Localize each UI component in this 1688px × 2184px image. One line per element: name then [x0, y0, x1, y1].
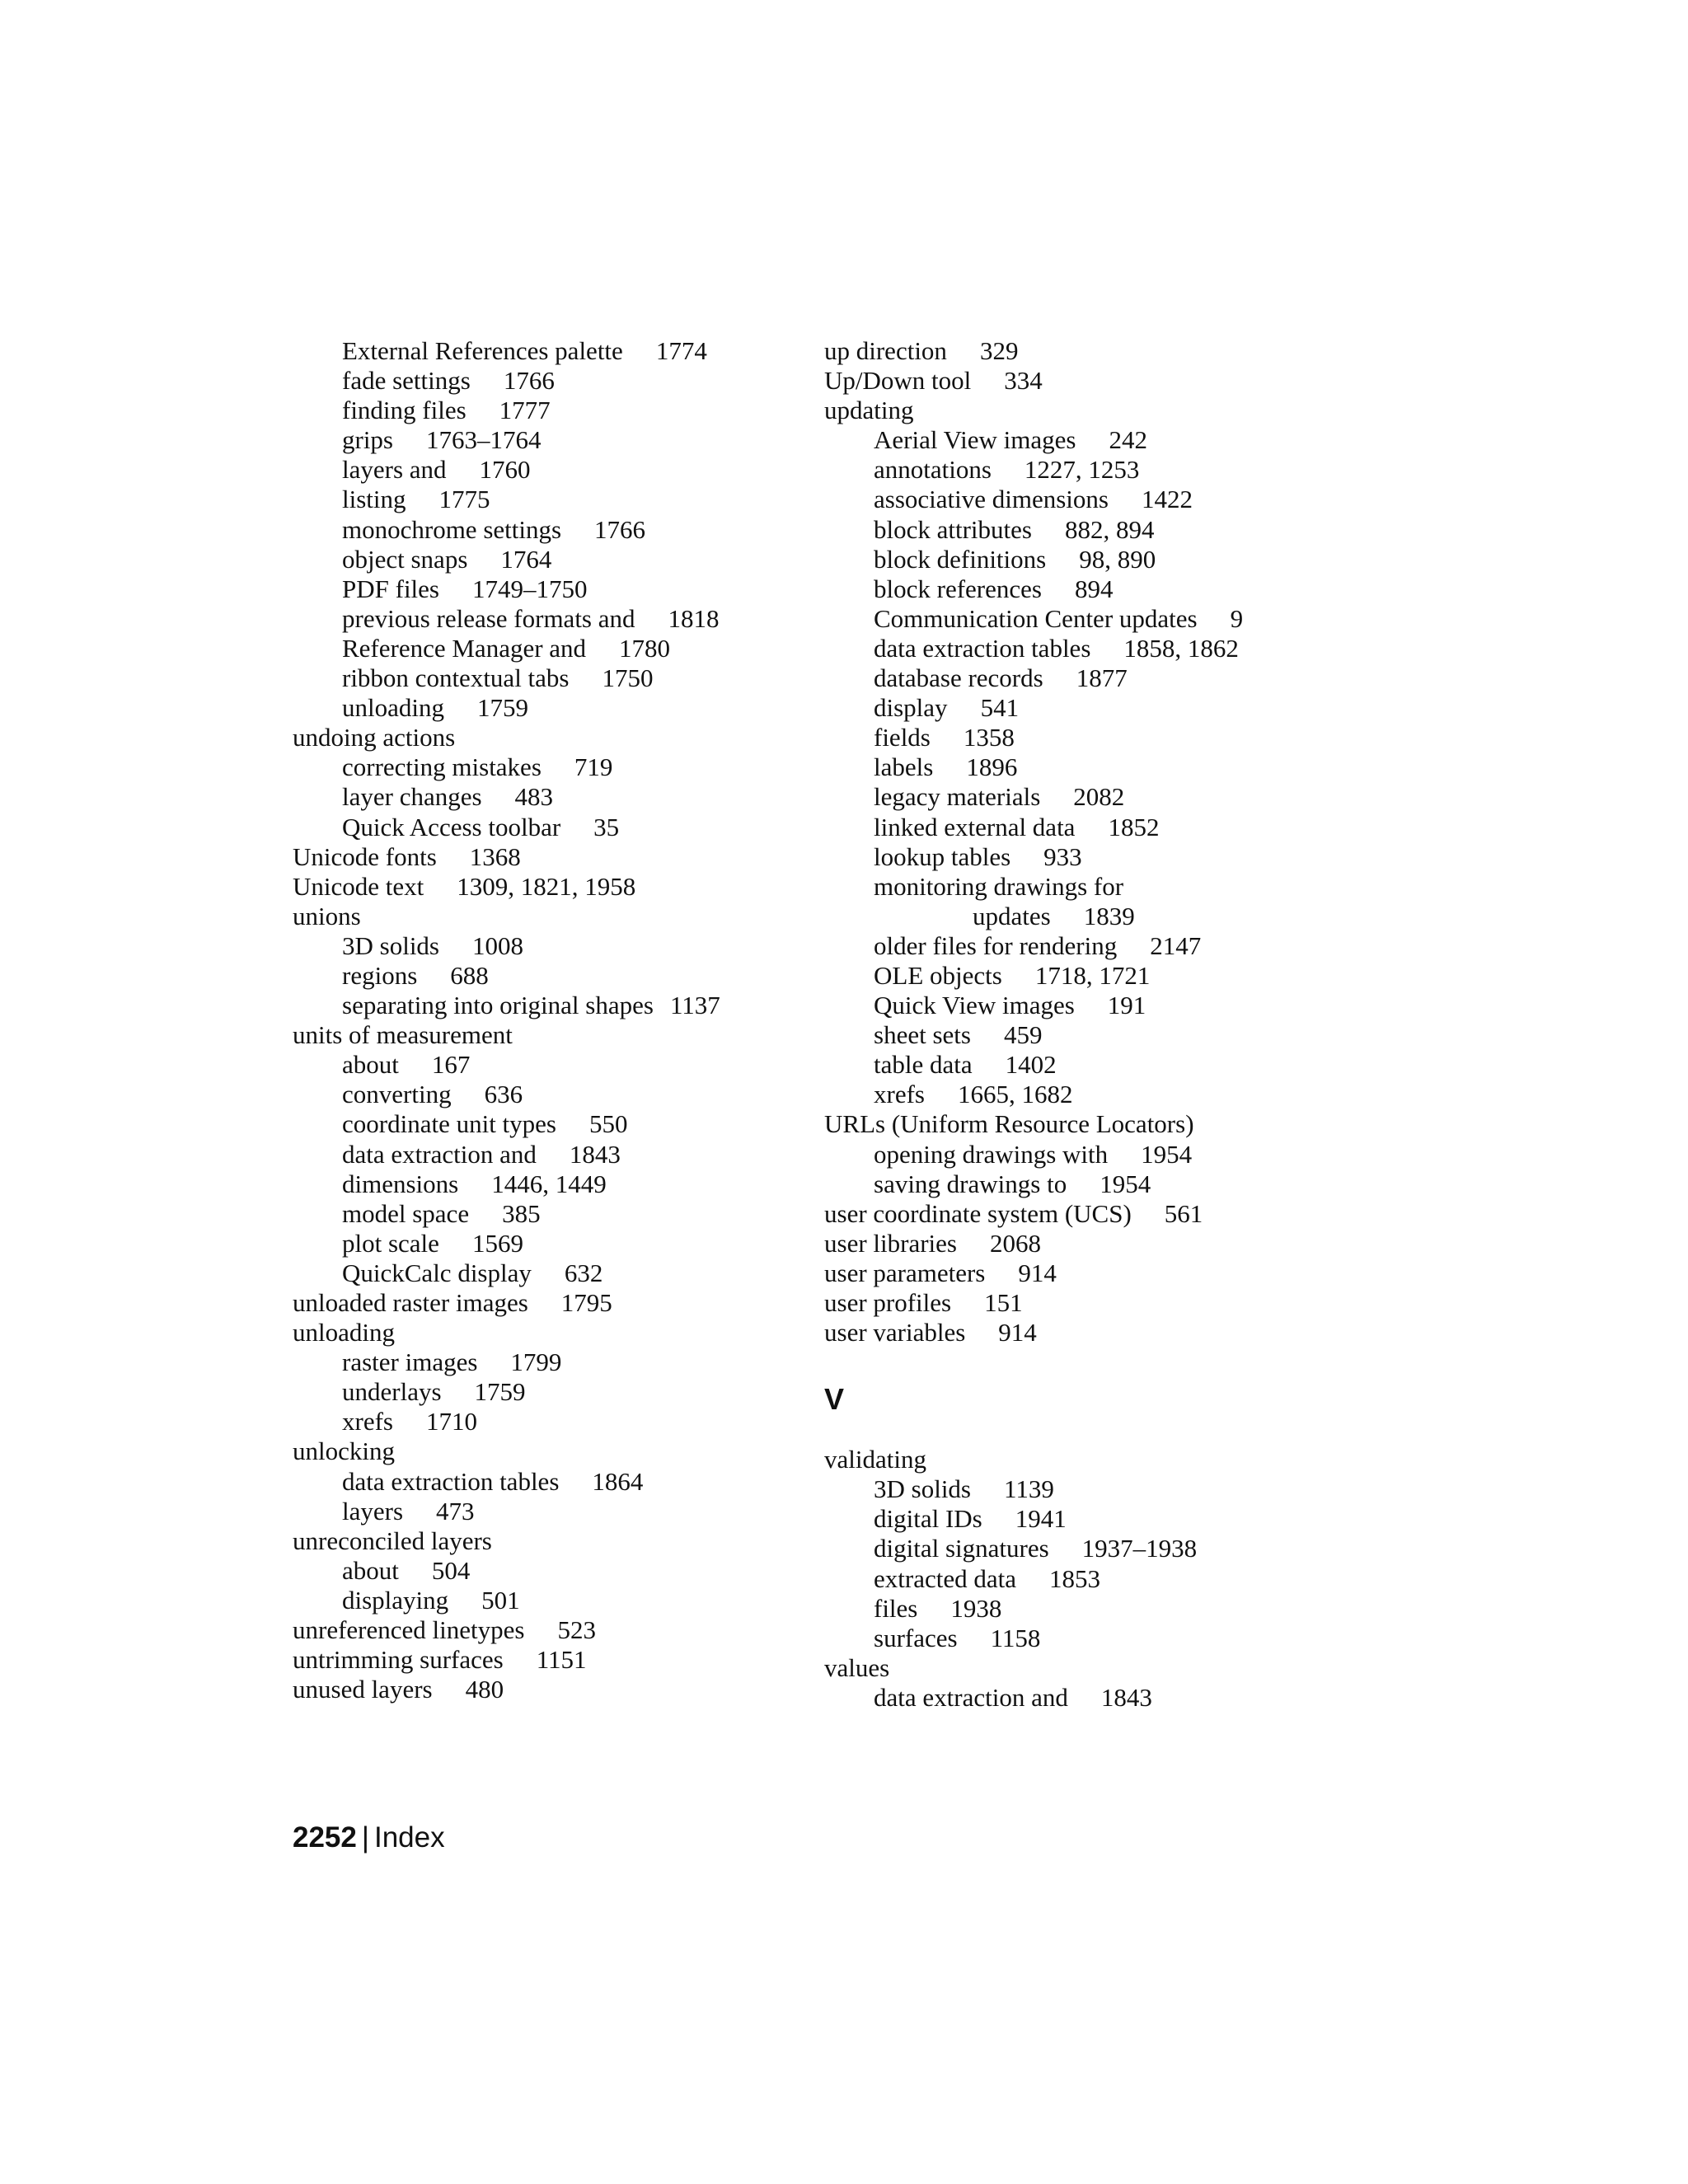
index-subentry	[824, 455, 1243, 485]
index-term: digital IDs	[874, 1504, 982, 1534]
index-page-ref: 1780	[619, 633, 671, 663]
index-page-ref: 719	[574, 752, 613, 782]
index-term: underlays	[342, 1377, 442, 1407]
index-subentry	[824, 931, 1243, 961]
index-term: undoing actions	[293, 723, 456, 752]
index-page-ref: 1422	[1141, 485, 1193, 514]
index-page-ref: 523	[557, 1615, 596, 1645]
index-page-ref: 1766	[503, 366, 555, 396]
index-subentry	[824, 1534, 1243, 1563]
index-page-ref: 636	[484, 1080, 523, 1109]
index-page-ref: 1938	[950, 1593, 1002, 1623]
index-subentry	[293, 455, 720, 485]
index-page-ref: 504	[431, 1555, 471, 1585]
index-entry	[824, 1258, 1243, 1288]
index-page-ref: 550	[589, 1109, 628, 1139]
index-subentry	[824, 1050, 1243, 1080]
index-entry	[293, 1318, 720, 1347]
index-page-ref: 688	[450, 960, 489, 990]
index-page-ref: 1775	[438, 485, 490, 514]
index-page-ref: 1151	[536, 1645, 587, 1675]
index-term: URLs (Uniform Resource Locators)	[824, 1109, 1194, 1139]
index-page-ref: 1843	[569, 1139, 621, 1169]
index-subentry	[293, 336, 720, 366]
index-page-ref: 1710	[425, 1407, 477, 1436]
index-subentry	[293, 1586, 720, 1615]
index-page-ref: 1760	[479, 455, 531, 485]
index-page-ref: 1954	[1100, 1169, 1151, 1198]
index-term: layer changes	[342, 782, 482, 812]
index-term: object snaps	[342, 544, 468, 574]
index-page-ref: 1008	[472, 930, 523, 960]
index-subentry	[293, 1199, 720, 1229]
index-subentry	[293, 574, 720, 604]
index-subentry	[293, 425, 720, 455]
index-page-ref: 1795	[560, 1288, 612, 1317]
index-term: QuickCalc display	[342, 1258, 532, 1287]
index-entry	[824, 336, 1243, 366]
index-page-ref: 473	[436, 1496, 475, 1526]
page-footer	[293, 1820, 445, 1856]
index-page-ref: 561	[1164, 1198, 1203, 1228]
index-term: database records	[874, 663, 1043, 693]
index-term: sheet sets	[874, 1020, 971, 1050]
index-page-ref: 1777	[499, 396, 551, 425]
index-page-ref: 1569	[471, 1228, 523, 1258]
index-subentry	[824, 1140, 1243, 1169]
index-subentry	[824, 782, 1243, 812]
index-term: updating	[824, 396, 914, 425]
index-page-ref: 1358	[963, 723, 1015, 752]
index-entry	[293, 1288, 720, 1318]
index-term: ribbon contextual tabs	[342, 663, 570, 693]
index-entry	[293, 1436, 720, 1466]
index-page-ref: 385	[502, 1198, 541, 1228]
index-term: user libraries	[824, 1228, 957, 1258]
index-term: xrefs	[342, 1407, 393, 1436]
index-term: 3D solids	[342, 930, 439, 960]
index-subentry	[293, 1407, 720, 1436]
index-page-ref: 1839	[1083, 901, 1135, 930]
index-subentry	[293, 545, 720, 574]
index-page-ref: 1858, 1862	[1123, 633, 1239, 663]
index-term: Quick View images	[874, 991, 1075, 1020]
index-page-ref: 1137	[669, 991, 720, 1020]
index-term: Unicode text	[293, 871, 424, 901]
index-page-ref: 541	[980, 693, 1020, 723]
index-subentry	[293, 782, 720, 812]
index-page-ref: 191	[1107, 991, 1146, 1020]
index-page-ref: 1402	[1005, 1050, 1057, 1080]
index-term: legacy materials	[874, 782, 1041, 812]
index-page-ref: 894	[1074, 574, 1114, 603]
index-term: files	[874, 1593, 918, 1623]
index-term: grips	[342, 425, 393, 455]
index-term: block attributes	[874, 514, 1032, 544]
index-entry	[293, 872, 720, 902]
index-page-ref: 1750	[602, 663, 654, 693]
index-page-ref: 1368	[469, 841, 521, 871]
index-term: user parameters	[824, 1258, 986, 1287]
index-term: dimensions	[342, 1169, 459, 1198]
index-page-ref: 1309, 1821, 1958	[457, 871, 636, 901]
footer-section-name: Index	[373, 1821, 445, 1854]
index-page-ref: 1759	[474, 1377, 526, 1407]
index-entry	[824, 1445, 1243, 1474]
index-page-ref: 914	[1018, 1258, 1057, 1287]
index-term: listing	[342, 485, 406, 514]
index-term: units of measurement	[293, 1020, 513, 1050]
index-term: digital signatures	[874, 1534, 1049, 1563]
index-subentry	[293, 634, 720, 663]
index-subentry	[824, 1474, 1243, 1504]
index-subentry	[824, 574, 1243, 604]
index-entry	[824, 396, 1243, 425]
index-subentry	[293, 663, 720, 693]
index-page-ref: 501	[481, 1585, 520, 1615]
index-term: surfaces	[874, 1623, 958, 1652]
index-entry	[824, 366, 1243, 396]
index-page-ref: 1227, 1253	[1024, 455, 1140, 485]
index-entry	[824, 1229, 1243, 1258]
index-term: labels	[874, 752, 934, 782]
index-page-ref: 1749–1750	[472, 574, 588, 603]
index-page-ref: 483	[514, 782, 554, 812]
index-entry	[293, 1020, 720, 1050]
section-gap	[824, 1347, 1243, 1377]
index-term: unused layers	[293, 1675, 433, 1704]
footer-separator: |	[361, 1821, 369, 1854]
index-subentry	[824, 813, 1243, 842]
index-subentry	[293, 1556, 720, 1586]
index-subentry	[293, 1377, 720, 1407]
index-page-ref: 1799	[510, 1347, 562, 1377]
index-subentry	[824, 634, 1243, 663]
index-page-ref: 1843	[1100, 1682, 1152, 1712]
index-entry	[824, 1288, 1243, 1318]
index-term: unloading	[293, 1318, 395, 1347]
index-term: unions	[293, 901, 361, 930]
index-subentry	[824, 1624, 1243, 1653]
index-term: 3D solids	[874, 1474, 971, 1504]
index-page-ref: 1446, 1449	[491, 1169, 607, 1198]
index-entry	[824, 1653, 1243, 1683]
index-subentry	[293, 1229, 720, 1258]
index-page-ref: 933	[1043, 841, 1082, 871]
index-page-ref: 334	[1004, 366, 1043, 396]
index-page-ref: 1665, 1682	[957, 1080, 1073, 1109]
index-term: unreconciled layers	[293, 1526, 492, 1555]
index-page-ref: 9	[1230, 603, 1244, 633]
index-term: user coordinate system (UCS)	[824, 1198, 1132, 1228]
index-page-ref: 1853	[1048, 1563, 1100, 1593]
index-term: finding files	[342, 396, 467, 425]
index-page-ref: 1718, 1721	[1034, 960, 1151, 990]
index-subentry	[824, 515, 1243, 545]
index-term: lookup tables	[874, 841, 1011, 871]
index-term: raster images	[342, 1347, 478, 1377]
index-term: coordinate unit types	[342, 1109, 556, 1139]
index-page-ref: 1937–1938	[1081, 1534, 1198, 1563]
index-page-ref: 1954	[1141, 1139, 1193, 1169]
index-page-ref: 1877	[1076, 663, 1128, 693]
index-entry	[293, 1615, 720, 1645]
index-page-ref: 1763–1764	[426, 425, 542, 455]
index-page-ref: 632	[564, 1258, 603, 1287]
index-page-ref: 35	[593, 812, 620, 841]
index-term: correcting mistakes	[342, 752, 542, 782]
index-subentry	[824, 723, 1243, 752]
index-term: regions	[342, 960, 418, 990]
index-column-left	[293, 336, 720, 1704]
index-subentry	[824, 425, 1243, 455]
index-term: previous release formats and	[342, 603, 635, 633]
index-subentry	[824, 1564, 1243, 1594]
index-page-ref: 98, 890	[1079, 544, 1156, 574]
index-subentry	[824, 693, 1243, 723]
index-entry	[293, 902, 720, 931]
index-term: updates	[973, 901, 1051, 930]
index-term: Unicode fonts	[293, 841, 437, 871]
index-page-ref: 151	[984, 1288, 1023, 1317]
index-page-ref: 1864	[592, 1466, 644, 1496]
index-page-ref: 1852	[1108, 812, 1160, 841]
index-term: converting	[342, 1080, 452, 1109]
index-subentry	[293, 1109, 720, 1139]
index-subentry	[824, 545, 1243, 574]
index-entry	[293, 842, 720, 872]
index-term: xrefs	[874, 1080, 925, 1109]
index-term: user variables	[824, 1318, 966, 1347]
index-entries-u	[824, 336, 1243, 1347]
index-entry	[293, 1675, 720, 1704]
index-term: opening drawings with	[874, 1139, 1109, 1169]
index-page-ref: 1764	[500, 544, 552, 574]
index-term: separating into original shapes	[342, 991, 654, 1020]
index-subentry	[293, 515, 720, 545]
index-term: fade settings	[342, 366, 471, 396]
index-subentry	[293, 931, 720, 961]
index-page-ref: 2147	[1150, 930, 1202, 960]
index-term: validating	[824, 1445, 926, 1474]
index-page-ref: 1818	[668, 603, 720, 633]
index-page-ref: 882, 894	[1064, 514, 1155, 544]
index-subentry	[824, 752, 1243, 782]
index-term: block references	[874, 574, 1042, 603]
index-subentry	[293, 485, 720, 514]
index-subentry	[293, 1258, 720, 1288]
index-entry	[824, 1199, 1243, 1229]
index-entry	[824, 1109, 1243, 1139]
index-subentry	[824, 1594, 1243, 1624]
index-page-ref: 1766	[594, 514, 646, 544]
index-term: monitoring drawings for	[874, 871, 1124, 901]
index-term: Quick Access toolbar	[342, 812, 561, 841]
index-page-ref: 1158	[990, 1623, 1041, 1652]
index-subentry	[293, 991, 720, 1020]
index-subentry	[293, 1080, 720, 1109]
index-term: older files for rendering	[874, 930, 1118, 960]
index-subentry	[824, 842, 1243, 872]
index-term: data extraction and	[874, 1682, 1068, 1712]
index-term: block definitions	[874, 544, 1047, 574]
index-term: Aerial View images	[874, 425, 1076, 455]
index-term: extracted data	[874, 1563, 1016, 1593]
index-subentry	[824, 485, 1243, 514]
index-entry	[293, 1526, 720, 1556]
index-term: user profiles	[824, 1288, 952, 1317]
index-term: data extraction and	[342, 1139, 537, 1169]
index-page-ref: 480	[465, 1675, 504, 1704]
index-subentry	[293, 396, 720, 425]
index-page-ref: 329	[979, 336, 1019, 365]
index-term: untrimming surfaces	[293, 1645, 504, 1675]
index-term: monochrome settings	[342, 514, 562, 544]
index-term: plot scale	[342, 1228, 439, 1258]
index-term: up direction	[824, 336, 947, 365]
index-term: data extraction tables	[342, 1466, 560, 1496]
index-subentry	[293, 813, 720, 842]
index-term: Reference Manager and	[342, 633, 587, 663]
index-term: saving drawings to	[874, 1169, 1067, 1198]
index-page-ref: 167	[431, 1050, 471, 1080]
index-subentry	[293, 1140, 720, 1169]
index-subentry	[824, 1169, 1243, 1199]
index-page-ref: 1774	[655, 336, 707, 365]
index-column-right	[824, 336, 1243, 1713]
index-page-ref: 1896	[966, 752, 1018, 782]
index-term: values	[824, 1652, 890, 1682]
index-page-ref: 2082	[1073, 782, 1125, 812]
index-subentry	[293, 1467, 720, 1497]
index-subentry	[293, 1169, 720, 1199]
index-subentry	[293, 961, 720, 991]
index-term: displaying	[342, 1585, 449, 1615]
index-subentry	[824, 991, 1243, 1020]
index-page-ref: 1941	[1015, 1504, 1067, 1534]
index-term: model space	[342, 1198, 470, 1228]
index-subentry	[824, 1683, 1243, 1713]
index-term: data extraction tables	[874, 633, 1091, 663]
index-subentry	[824, 1020, 1243, 1050]
index-term: External References palette	[342, 336, 623, 365]
index-subentry	[293, 1050, 720, 1080]
index-term: unlocking	[293, 1436, 395, 1466]
index-subentry	[293, 693, 720, 723]
index-subentry	[824, 961, 1243, 991]
index-term: unloading	[342, 693, 444, 723]
index-term: associative dimensions	[874, 485, 1109, 514]
index-entries-v	[824, 1445, 1243, 1713]
index-page-ref: 1139	[1004, 1474, 1054, 1504]
index-term: linked external data	[874, 812, 1076, 841]
footer-page-number: 2252	[293, 1821, 357, 1854]
index-term: annotations	[874, 455, 992, 485]
index-term: table data	[874, 1050, 973, 1080]
index-subentry	[293, 1347, 720, 1377]
index-term: fields	[874, 723, 931, 752]
index-subentry	[824, 872, 1243, 902]
index-entry	[824, 1318, 1243, 1347]
index-subentry	[293, 1497, 720, 1526]
index-page-ref: 242	[1109, 425, 1147, 455]
index-page-ref: 459	[1003, 1020, 1043, 1050]
index-term: OLE objects	[874, 960, 1002, 990]
index-entry	[293, 723, 720, 752]
index-term: display	[874, 693, 948, 723]
index-subentry	[293, 366, 720, 396]
index-subentry	[824, 604, 1243, 634]
index-subentry	[293, 752, 720, 782]
index-page-ref: 914	[998, 1318, 1037, 1347]
index-subentry	[293, 604, 720, 634]
index-term: Communication Center updates	[874, 603, 1198, 633]
index-term: unloaded raster images	[293, 1288, 528, 1317]
index-subentry	[824, 902, 1243, 931]
index-page-ref: 1759	[477, 693, 528, 723]
index-page-ref: 2068	[989, 1228, 1041, 1258]
section-letter-heading: V	[824, 1382, 845, 1417]
index-subentry	[824, 663, 1243, 693]
index-term: Up/Down tool	[824, 366, 972, 396]
index-term: unreferenced linetypes	[293, 1615, 525, 1645]
index-term: layers and	[342, 455, 447, 485]
index-term: layers	[342, 1496, 404, 1526]
index-term: PDF files	[342, 574, 439, 603]
index-subentry	[824, 1080, 1243, 1109]
index-term: about	[342, 1050, 399, 1080]
index-entry	[293, 1645, 720, 1675]
index-subentry	[824, 1504, 1243, 1534]
index-term: about	[342, 1555, 399, 1585]
